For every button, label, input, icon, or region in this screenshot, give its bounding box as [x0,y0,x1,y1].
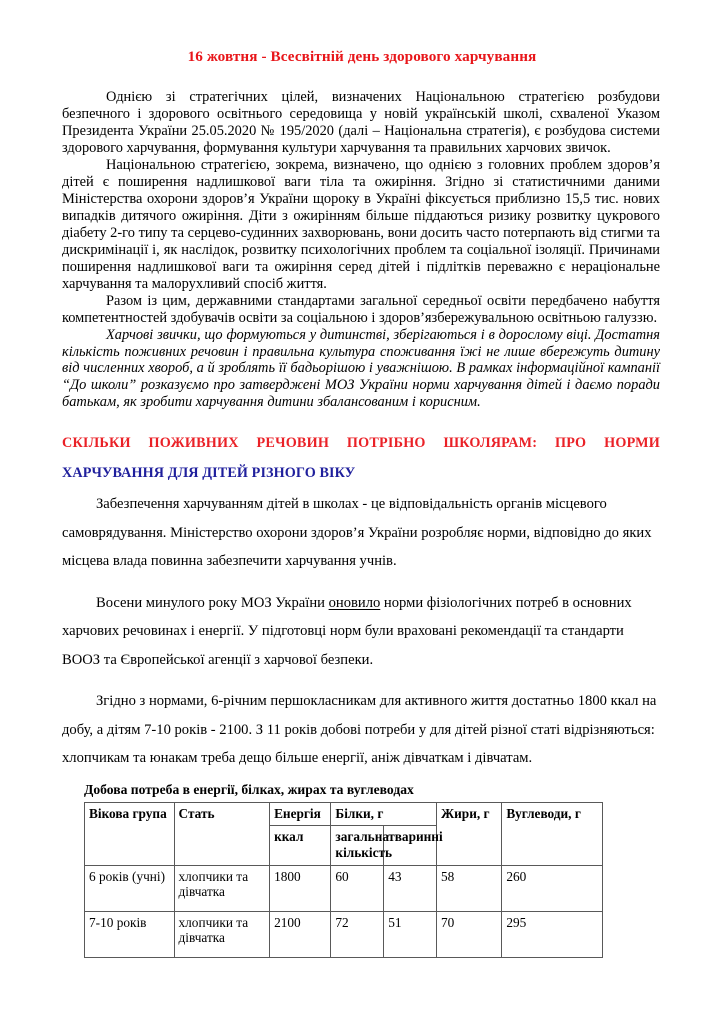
table-caption: Добова потреба в енергії, білках, жирах та вуглеводах [84,781,414,797]
header-age-group: Вікова група [85,802,175,865]
header-proteins-total: загальна кількість [331,826,384,865]
cell-fats: 70 [437,911,502,957]
header-sex: Стать [174,802,270,865]
table-row [85,911,603,957]
header-proteins-animal: тваринні [384,826,437,865]
daily-norms-table [84,802,603,958]
paragraph-updated-norms [62,589,660,675]
header-fats: Жири, г [437,802,502,865]
cell-kcal: 1800 [270,865,331,911]
intro-body [0,89,724,411]
paragraph-strategy-goals: Однією зі стратегічних цілей, визначених Національною стратегією розбудови безпечного і здорового освітнього середовища у новій українській школі, схваленої Указом Президента України 25.05.2020 № 195/2020 (далі – Національна стратегія), є розбудова системи здорового харчування, формування культури харчування та правильних харчових звичок. [62,89,660,157]
cell-fats: 58 [437,865,502,911]
section-heading-line-2: ХАРЧУВАННЯ ДЛЯ ДІТЕЙ РІЗНОГО ВІКУ [62,465,356,482]
section-heading [0,428,724,488]
page-title: 16 жовтня - Всесвітній день здорового харчування [187,48,537,65]
paragraph-updated-norms-prefix: Восени минулого року МОЗ України [96,594,329,611]
paragraph-local-government: Забезпечення харчуванням дітей в школах - це відповідальність органів місцевого самоврядування. Міністерство охорони здоров’я України розробляє норми, відповідно до яких місцева влада повинна забезпечити харчування учнів. [62,496,652,570]
paragraph-education-standards: Разом із цим, державними стандартами загальної середньої освіти передбачено набуття компетентностей здобувачів освіти за соціальною і здоров’язбережувальною освітньою галуззю. [62,292,660,326]
cell-sex: хлопчики та дівчатка [174,865,270,911]
cell-kcal: 2100 [270,911,331,957]
header-proteins: Білки, г [331,802,437,826]
cell-proteins-total: 72 [331,911,384,957]
cell-proteins-animal: 51 [384,911,437,957]
updated-norms-link[interactable]: оновило [328,594,381,611]
paragraph-obesity-statistics: Національною стратегією, зокрема, визначено, що однією з головних проблем здоров’я дітей є поширення надлишкової ваги тіла та ожиріння. Згідно зі статистичними даними Міністерства охорони здоров’я України щороку в Україні фіксується приблизно 15,5 тис. нових випадків дитячого ожиріння. Діти з ожирінням більше піддаються ризику розвитку цукрового діабету 2-го типу та серцево-судинних захворювань, вони досить часто потерпають від стигми та дискримінації і, як наслідок, розвитку психологічних проблем та соціальної ізоляції. Причинами поширення надлишкової ваги та ожиріння серед дітей і підлітків переважно є нераціональне харчування та малорухливий спосіб життя. [62,157,660,292]
table-header-row-1 [85,802,603,826]
table-row [85,865,603,911]
cell-age-group: 7-10 років [85,911,175,957]
cell-proteins-animal: 43 [384,865,437,911]
table-container [0,802,724,958]
cell-carbs: 295 [502,911,603,957]
header-carbs: Вуглеводи, г [502,802,603,865]
cell-sex: хлопчики та дівчатка [174,911,270,957]
table-body [85,865,603,957]
cell-carbs: 260 [502,865,603,911]
paragraph-eating-habits-italic: Харчові звички, що формуються у дитинстві, зберігаються і в дорослому віці. Достатня кількість поживних речовин і правильна культура споживання їжі не лише вбережуть дитину від численних хвороб, а й зроблять її бадьорішою і уважнішою. В рамках інформаційної кампанії “До школи” розказуємо про затверджені МОЗ України норми харчування дітей і даємо поради батькам, як зробити харчування дитини збалансованим і корисним. [62,326,660,411]
header-kcal: ккал [270,826,331,865]
norms-body [0,490,724,773]
table-head [85,802,603,865]
paragraph-calorie-norms: Згідно з нормами, 6-річним першокласникам для активного життя достатньо 1800 ккал на добу, а дітям 7-10 років - 2100. З 11 років добові потреби у для дітей різної статі відрізняються: хлопчикам та юнакам треба дещо більше енергії, аніж дівчаткам і дівчатам. [62,693,657,767]
cell-age-group: 6 років (учні) [85,865,175,911]
cell-proteins-total: 60 [331,865,384,911]
paragraph-updated-norms-suffix: норми фізіологічних потреб в основних харчових речовинах і енергії. У підготовці норм були враховані рекомендації та стандарти ВООЗ та Європейської агенції з харчової безпеки. [62,594,632,668]
section-heading-line-1: СКІЛЬКИ ПОЖИВНИХ РЕЧОВИН ПОТРІБНО ШКОЛЯРАМ: ПРО НОРМИ [62,435,660,452]
header-energy: Енергія [270,802,331,826]
